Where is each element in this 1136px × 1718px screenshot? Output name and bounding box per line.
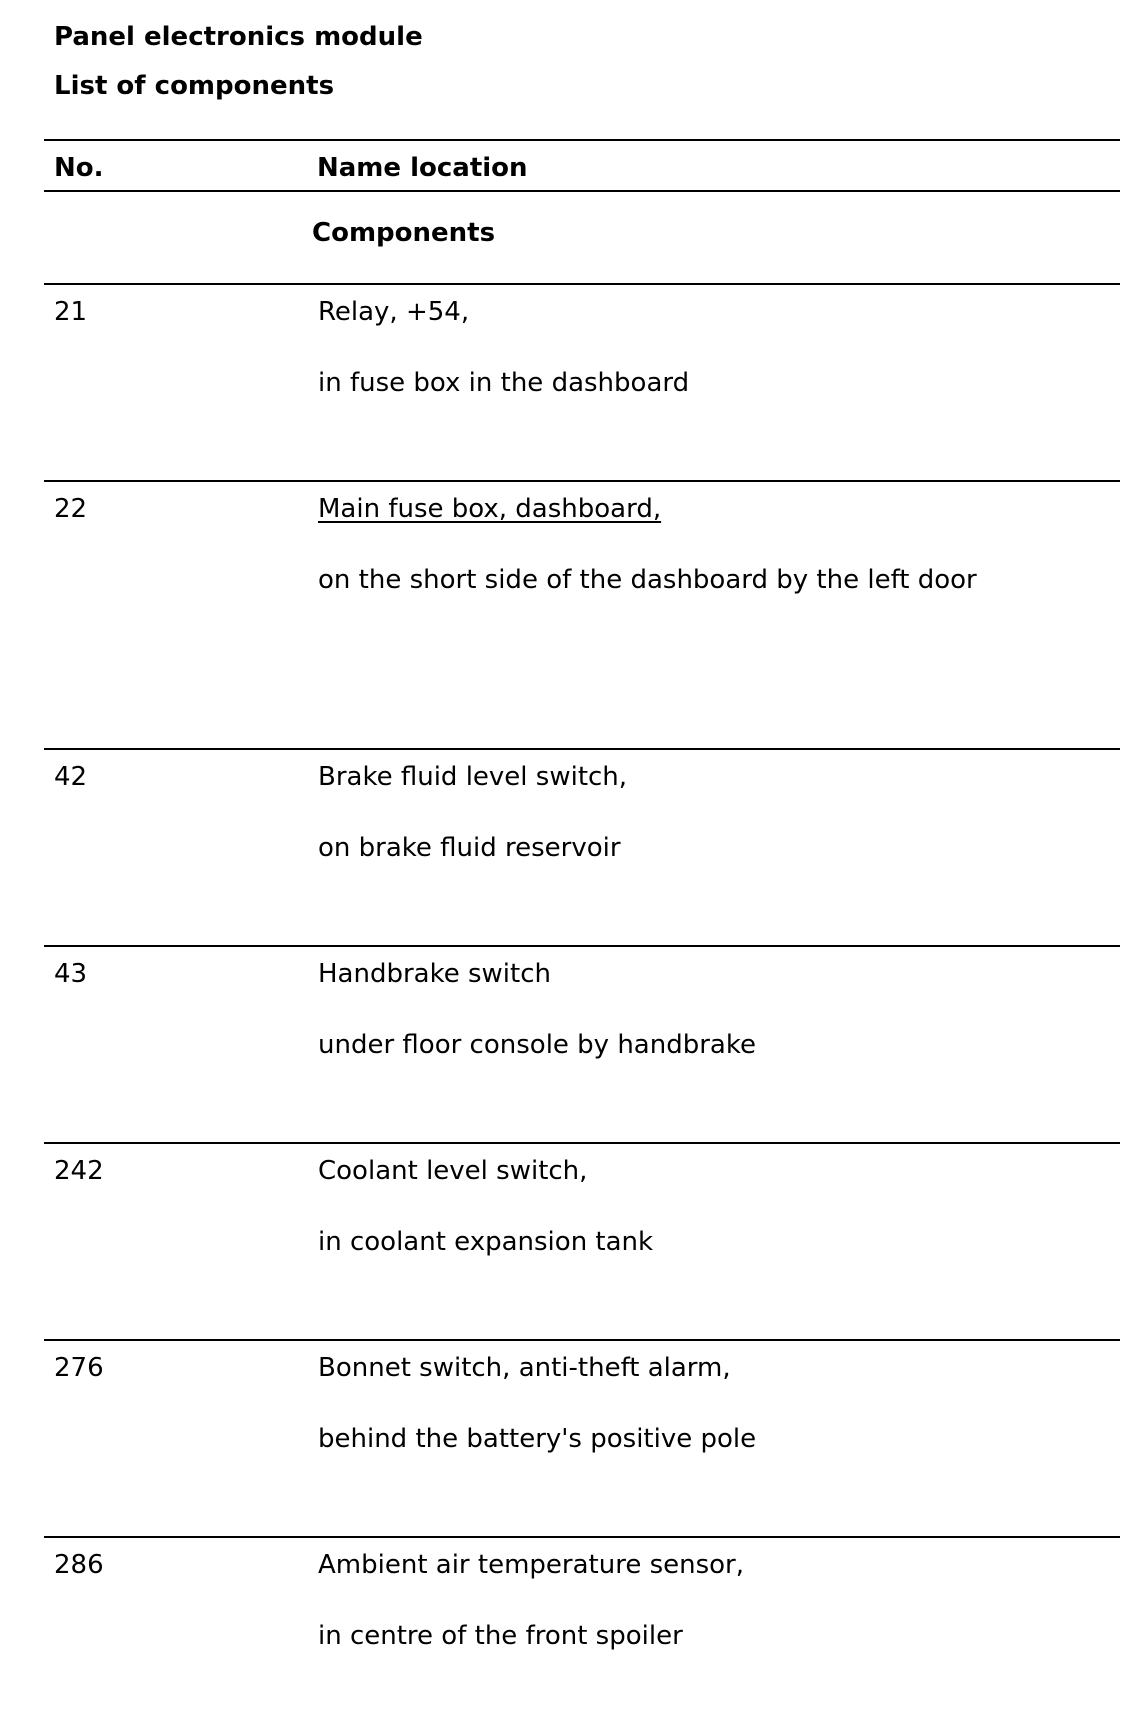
row-location: in centre of the front spoiler: [318, 1621, 683, 1651]
document-subtitle: List of components: [54, 71, 335, 101]
table-header: [44, 139, 1120, 192]
document-title: Panel electronics module: [54, 22, 423, 52]
row-location: on brake fluid reservoir: [318, 833, 621, 863]
table-row: [44, 285, 1120, 482]
row-name: Relay, +54,: [318, 297, 470, 327]
table-row: [44, 1144, 1120, 1341]
row-name: Coolant level switch,: [318, 1156, 588, 1186]
row-number: 42: [54, 762, 88, 792]
table-row: [44, 947, 1120, 1144]
row-number: 21: [54, 297, 88, 327]
section-header: [44, 192, 1120, 285]
row-name: Ambient air temperature sensor,: [318, 1550, 745, 1580]
row-location: on the short side of the dashboard by the left door: [318, 565, 977, 595]
table-row: [44, 1538, 1120, 1718]
row-number: 242: [54, 1156, 104, 1186]
row-location: behind the battery's positive pole: [318, 1424, 757, 1454]
table-row: [44, 750, 1120, 947]
row-number: 43: [54, 959, 88, 989]
row-number: 276: [54, 1353, 104, 1383]
table-row: [44, 1341, 1120, 1538]
row-name: Handbrake switch: [318, 959, 551, 989]
header-name-location: Name location: [317, 153, 528, 183]
components-table: [44, 139, 1120, 1718]
row-name-link[interactable]: Main fuse box, dashboard,: [318, 494, 662, 524]
row-name: Brake fluid level switch,: [318, 762, 628, 792]
row-location: in fuse box in the dashboard: [318, 368, 690, 398]
header-no: No.: [54, 153, 104, 183]
row-location: under floor console by handbrake: [318, 1030, 756, 1060]
row-location: in coolant expansion tank: [318, 1227, 654, 1257]
row-number: 22: [54, 494, 88, 524]
section-label: Components: [312, 218, 496, 248]
table-row: [44, 482, 1120, 750]
row-name: Bonnet switch, anti-theft alarm,: [318, 1353, 731, 1383]
row-number: 286: [54, 1550, 104, 1580]
